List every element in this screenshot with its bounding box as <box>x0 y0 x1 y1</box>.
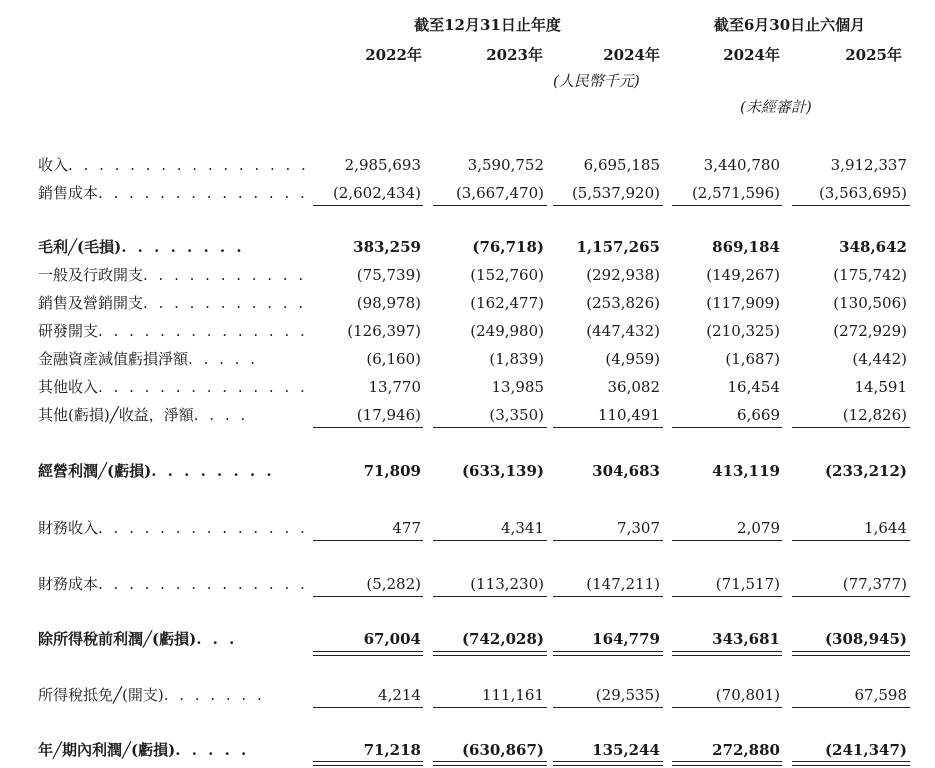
row-gross-profit <box>0 236 935 258</box>
value-h2024: 16,454 <box>727 378 780 396</box>
value-h2024: (70,801) <box>715 686 780 704</box>
value-h2025: (3,563,695) <box>818 184 907 202</box>
leader-dots: . . . . . . . . <box>151 462 275 480</box>
leader-dots: . . . <box>196 630 238 648</box>
underline-tax <box>672 707 782 708</box>
row-finance-income <box>0 517 935 539</box>
value-2023: (633,139) <box>461 462 544 480</box>
row-label: 收入 <box>38 156 69 174</box>
leader-dots: . . . . <box>193 406 249 424</box>
row-rd-expenses <box>0 320 935 342</box>
value-2022: (75,739) <box>356 266 421 284</box>
value-2022: 2,985,693 <box>344 156 421 174</box>
value-2024: 7,307 <box>617 519 660 537</box>
underline-fin-cost <box>672 596 782 597</box>
value-2024: 135,244 <box>592 741 660 759</box>
underline-fin-income <box>672 540 782 541</box>
underline-cost <box>792 205 910 206</box>
value-2023: 3,590,752 <box>467 156 544 174</box>
double-underline-pbt <box>433 651 547 656</box>
leader-dots: . . . . . . . . . . . <box>143 294 307 312</box>
value-h2025: 1,644 <box>864 519 907 537</box>
underline-other <box>433 427 547 428</box>
value-2024: (5,537,920) <box>571 184 660 202</box>
row-label: 其他(虧損)╱收益，淨額 <box>38 406 194 424</box>
value-2022: 71,809 <box>363 462 421 480</box>
value-2024: (29,535) <box>595 686 660 704</box>
value-h2025: (77,377) <box>842 575 907 593</box>
value-2022: 67,004 <box>363 630 421 648</box>
row-label: 經營利潤╱(虧損) <box>38 462 152 480</box>
value-2022: (2,602,434) <box>332 184 421 202</box>
value-h2025: (130,506) <box>833 294 907 312</box>
double-underline-pbt <box>792 651 910 656</box>
header-group-half: 截至6月30日止六個月 <box>713 16 866 34</box>
value-2024: (447,432) <box>586 322 660 340</box>
value-h2025: 67,598 <box>854 686 907 704</box>
value-2024: 304,683 <box>592 462 660 480</box>
row-label: 所得稅抵免╱(開支) <box>38 686 164 704</box>
value-h2024: 343,681 <box>712 630 780 648</box>
value-h2024: 3,440,780 <box>703 156 780 174</box>
value-2024: 164,779 <box>592 630 660 648</box>
underline-cost <box>313 205 423 206</box>
value-h2024: (71,517) <box>715 575 780 593</box>
double-underline-net <box>553 761 663 766</box>
row-label: 研發開支 <box>38 322 99 340</box>
value-h2025: (308,945) <box>824 630 907 648</box>
underline-fin-cost <box>792 596 910 597</box>
value-2024: 1,157,265 <box>576 238 660 256</box>
value-2023: (3,667,470) <box>455 184 544 202</box>
leader-dots: . . . . . . . . . . . . . . <box>98 322 308 340</box>
value-2024: (292,938) <box>586 266 660 284</box>
value-2023: (152,760) <box>470 266 544 284</box>
leader-dots: . . . . . . . . . . . . . . <box>98 519 308 537</box>
underline-other <box>672 427 782 428</box>
double-underline-net <box>313 761 423 766</box>
value-2024: 6,695,185 <box>583 156 660 174</box>
row-impairment <box>0 348 935 370</box>
value-h2025: (241,347) <box>824 741 907 759</box>
double-underline-pbt <box>672 651 782 656</box>
value-2022: 383,259 <box>353 238 421 256</box>
value-h2025: (272,929) <box>833 322 907 340</box>
value-h2025: 348,642 <box>839 238 907 256</box>
row-label: 毛利╱(毛損) <box>38 238 122 256</box>
value-2022: (98,978) <box>356 294 421 312</box>
leader-dots: . . . . . . . . <box>121 238 245 256</box>
value-h2024: 869,184 <box>712 238 780 256</box>
value-2023: (113,230) <box>470 575 544 593</box>
value-h2025: (4,442) <box>852 350 907 368</box>
row-operating-profit <box>0 460 935 482</box>
value-2023: 13,985 <box>491 378 544 396</box>
unit-note: (人民幣千元) <box>553 72 640 90</box>
row-label: 財務成本 <box>38 575 99 593</box>
value-2022: (6,160) <box>366 350 421 368</box>
row-income-tax <box>0 684 935 706</box>
row-label: 除所得稅前利潤╱(虧損) <box>38 630 197 648</box>
value-2024: (4,959) <box>605 350 660 368</box>
double-underline-net <box>792 761 910 766</box>
underline-other <box>553 427 663 428</box>
value-h2024: (117,909) <box>706 294 780 312</box>
row-label: 一般及行政開支 <box>38 266 144 284</box>
leader-dots: . . . . . <box>175 741 250 759</box>
underline-tax <box>792 707 910 708</box>
header-col-2022: 2022年 <box>365 46 422 64</box>
value-h2025: 3,912,337 <box>830 156 907 174</box>
underline-fin-income <box>792 540 910 541</box>
leader-dots: . . . . . . . . . . . . . . <box>98 184 308 202</box>
underline-cost <box>553 205 663 206</box>
underline-fin-cost <box>313 596 423 597</box>
value-h2024: (210,325) <box>706 322 780 340</box>
value-2023: (630,867) <box>461 741 544 759</box>
underline-cost <box>433 205 547 206</box>
row-label: 銷售成本 <box>38 184 99 202</box>
value-h2025: 14,591 <box>854 378 907 396</box>
underline-tax <box>313 707 423 708</box>
value-2023: (249,980) <box>470 322 544 340</box>
row-label: 其他收入 <box>38 378 99 396</box>
value-h2024: 6,669 <box>737 406 780 424</box>
value-2022: (5,282) <box>366 575 421 593</box>
value-h2025: (12,826) <box>842 406 907 424</box>
value-h2024: 272,880 <box>712 741 780 759</box>
value-h2024: (1,687) <box>725 350 780 368</box>
double-underline-net <box>433 761 547 766</box>
row-revenue <box>0 154 935 176</box>
underline-fin-income <box>313 540 423 541</box>
value-2022: (126,397) <box>347 322 421 340</box>
unaudited-note: (未經審計) <box>740 98 812 116</box>
value-2023: (3,350) <box>489 406 544 424</box>
underline-cost <box>672 205 782 206</box>
row-finance-costs <box>0 573 935 595</box>
leader-dots: . . . . . . . . . . . . . . <box>98 378 308 396</box>
value-h2025: (233,212) <box>824 462 907 480</box>
row-selling-expenses <box>0 292 935 314</box>
value-2022: (17,946) <box>356 406 421 424</box>
underline-fin-cost <box>433 596 547 597</box>
row-cost-of-sales <box>0 182 935 204</box>
value-2024: 36,082 <box>607 378 660 396</box>
value-h2024: 2,079 <box>737 519 780 537</box>
leader-dots: . . . . . . . . . . . . . . . . <box>68 156 309 174</box>
underline-fin-income <box>553 540 663 541</box>
underline-other <box>792 427 910 428</box>
row-other-gains <box>0 404 935 426</box>
leader-dots: . . . . . . . . . . . . . . <box>98 575 308 593</box>
value-2024: (147,211) <box>586 575 660 593</box>
row-net-profit <box>0 739 935 761</box>
value-2022: 477 <box>392 519 421 537</box>
leader-dots: . . . . . . . . . . . <box>143 266 307 284</box>
row-label: 金融資產減值虧損淨額 <box>38 350 189 368</box>
value-2022: 4,214 <box>378 686 421 704</box>
value-h2024: 413,119 <box>712 462 780 480</box>
row-admin-expenses <box>0 264 935 286</box>
header-group-year: 截至12月31日止年度 <box>414 16 561 34</box>
underline-fin-cost <box>553 596 663 597</box>
value-2023: (742,028) <box>461 630 544 648</box>
header-col-2024: 2024年 <box>603 46 660 64</box>
value-2023: 111,161 <box>481 686 544 704</box>
row-label: 銷售及營銷開支 <box>38 294 144 312</box>
header-col-h2025: 2025年 <box>845 46 902 64</box>
leader-dots: . . . . . . . <box>163 686 265 704</box>
value-2024: 110,491 <box>597 406 660 424</box>
header-col-2023: 2023年 <box>486 46 543 64</box>
value-2023: (1,839) <box>489 350 544 368</box>
underline-other <box>313 427 423 428</box>
value-2024: (253,826) <box>586 294 660 312</box>
double-underline-pbt <box>553 651 663 656</box>
row-label: 財務收入 <box>38 519 99 537</box>
header-col-h2024: 2024年 <box>723 46 780 64</box>
underline-tax <box>433 707 547 708</box>
value-2022: 13,770 <box>368 378 421 396</box>
value-2022: 71,218 <box>363 741 421 759</box>
value-h2025: (175,742) <box>833 266 907 284</box>
leader-dots: . . . . . <box>188 350 258 368</box>
value-h2024: (2,571,596) <box>691 184 780 202</box>
value-2023: (162,477) <box>470 294 544 312</box>
value-h2024: (149,267) <box>706 266 780 284</box>
value-2023: (76,718) <box>472 238 544 256</box>
underline-tax <box>553 707 663 708</box>
double-underline-net <box>672 761 782 766</box>
value-2023: 4,341 <box>501 519 544 537</box>
row-other-income <box>0 376 935 398</box>
underline-fin-income <box>433 540 547 541</box>
double-underline-pbt <box>313 651 423 656</box>
row-profit-before-tax <box>0 628 935 650</box>
row-label: 年╱期內利潤╱(虧損) <box>38 741 176 759</box>
